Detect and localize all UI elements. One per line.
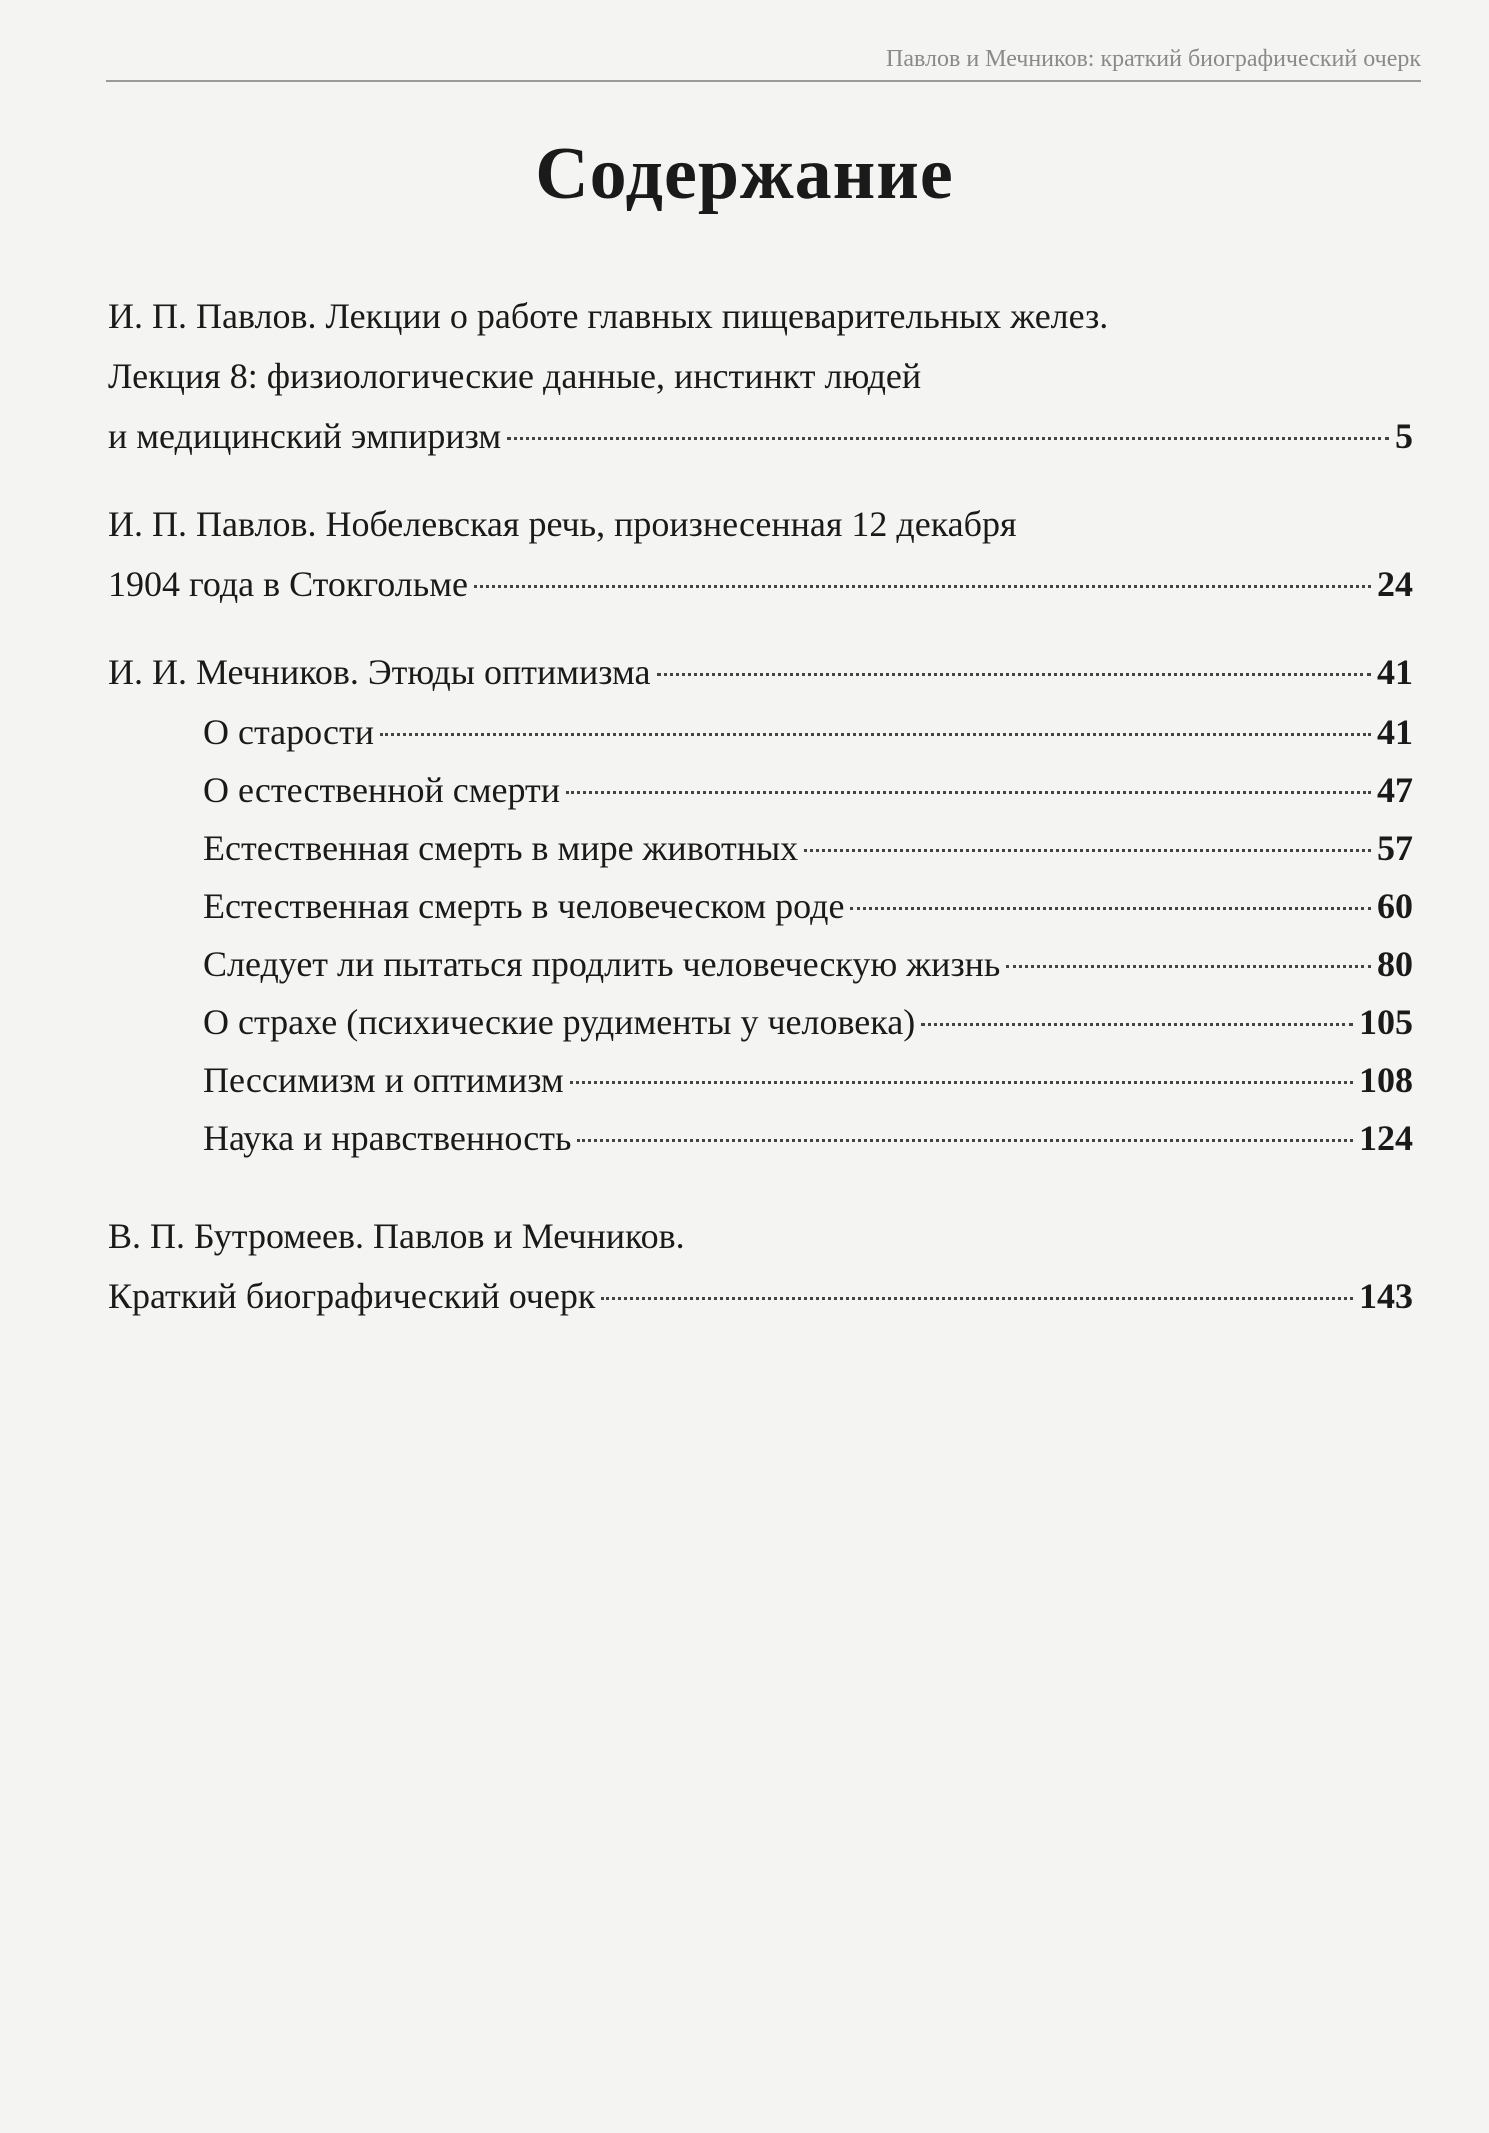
toc-page-number: 41 xyxy=(1377,652,1413,692)
toc-entry-line: И. П. Павлов. Лекции о работе главных пищеварительных желез. xyxy=(108,296,1109,336)
dot-leader xyxy=(566,791,1371,794)
dot-leader xyxy=(657,673,1371,676)
toc-page-number: 108 xyxy=(1359,1060,1413,1100)
dot-leader xyxy=(474,585,1371,588)
toc-entry-line: В. П. Бутромеев. Павлов и Мечников. xyxy=(108,1216,685,1256)
toc-subentries xyxy=(108,702,1413,1166)
toc-page-number: 124 xyxy=(1359,1118,1413,1158)
toc-entry-pavlov-lectures[interactable] xyxy=(108,286,1413,466)
toc-subentry[interactable] xyxy=(203,876,1413,934)
toc-subentry-title: Наука и нравственность xyxy=(203,1118,572,1158)
dot-leader xyxy=(921,1023,1353,1026)
toc-page-number: 41 xyxy=(1377,712,1413,752)
toc-subentry-title: Пессимизм и оптимизм xyxy=(203,1060,564,1100)
toc-page-number: 24 xyxy=(1377,564,1413,604)
page-title: Содержание xyxy=(535,133,954,215)
running-head xyxy=(106,44,1421,82)
toc-subentry-title: Естественная смерть в мире животных xyxy=(203,828,799,868)
toc-subentry-title: О страхе (психические рудименты у человека) xyxy=(203,1002,916,1042)
toc-page-number: 105 xyxy=(1359,1002,1413,1042)
toc-subentry-title: Следует ли пытаться продлить человеческую жизнь xyxy=(203,944,1001,984)
toc-subentry-title: О старости xyxy=(203,712,374,752)
dot-leader xyxy=(601,1297,1353,1300)
toc-entry-butromeev-essay[interactable] xyxy=(108,1206,1413,1326)
table-of-contents xyxy=(108,286,1413,1326)
toc-page-number: 80 xyxy=(1377,944,1413,984)
toc-subentry[interactable] xyxy=(203,1108,1413,1166)
toc-entry-line: 1904 года в Стокгольме xyxy=(108,564,468,604)
toc-subentry[interactable] xyxy=(203,702,1413,760)
dot-leader xyxy=(577,1139,1353,1142)
toc-entry-line: И. И. Мечников. Этюды оптимизма xyxy=(108,652,651,692)
dot-leader xyxy=(570,1081,1353,1084)
toc-page-number: 5 xyxy=(1395,416,1413,456)
toc-entry-line: и медицинский эмпиризм xyxy=(108,416,502,456)
toc-subentry[interactable] xyxy=(203,934,1413,992)
running-head-text: Павлов и Мечников: краткий биографический очерк xyxy=(886,46,1421,72)
dot-leader xyxy=(804,849,1371,852)
toc-page-number: 47 xyxy=(1377,770,1413,810)
toc-entry-line: И. П. Павлов. Нобелевская речь, произнесенная 12 декабря xyxy=(108,504,1017,544)
toc-subentry[interactable] xyxy=(203,818,1413,876)
dot-leader xyxy=(1006,965,1371,968)
dot-leader xyxy=(850,907,1371,910)
dot-leader xyxy=(507,437,1389,440)
dot-leader xyxy=(380,733,1371,736)
toc-subentry-title: О естественной смерти xyxy=(203,770,560,810)
toc-page-number: 143 xyxy=(1359,1276,1413,1316)
toc-subentry[interactable] xyxy=(203,760,1413,818)
toc-page-number: 60 xyxy=(1377,886,1413,926)
toc-entry-pavlov-nobel[interactable] xyxy=(108,494,1413,614)
toc-subentry[interactable] xyxy=(203,992,1413,1050)
toc-entry-line: Лекция 8: физиологические данные, инстинкт людей xyxy=(108,356,922,396)
toc-entry-line: Краткий биографический очерк xyxy=(108,1276,596,1316)
toc-subentry-title: Естественная смерть в человеческом роде xyxy=(203,886,845,926)
toc-page-number: 57 xyxy=(1377,828,1413,868)
toc-entry-mechnikov-etudes[interactable] xyxy=(108,642,1413,1166)
toc-subentry[interactable] xyxy=(203,1050,1413,1108)
